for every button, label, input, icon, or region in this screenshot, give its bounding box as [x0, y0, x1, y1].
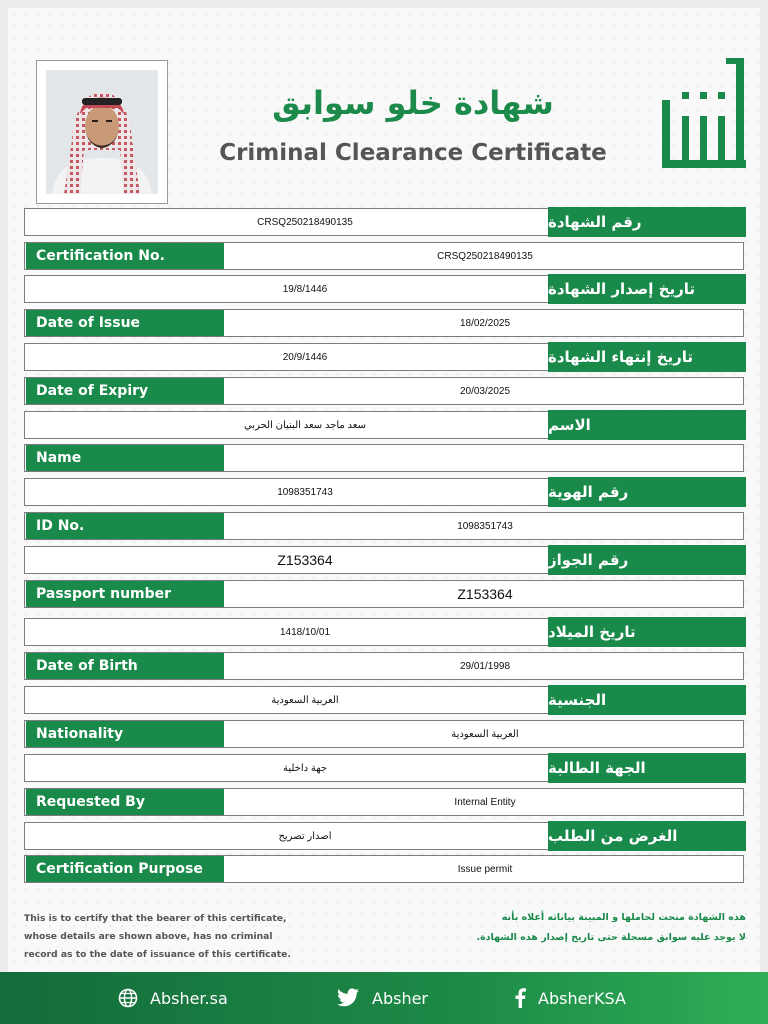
holder-photo	[46, 70, 158, 194]
detail-row-ar	[24, 546, 744, 574]
detail-row-en	[24, 377, 744, 405]
detail-row-en	[24, 309, 744, 337]
detail-value: سعد ماجد سعد البنيان الحربي	[243, 419, 367, 431]
detail-label: Date of Expiry	[26, 378, 224, 404]
detail-row-en	[24, 242, 744, 270]
detail-label: رقم الهوية	[548, 477, 746, 507]
facebook-link[interactable]	[514, 972, 626, 1024]
detail-label: Nationality	[26, 721, 224, 747]
detail-label: الجهة الطالبة	[548, 753, 746, 783]
detail-value: 20/03/2025	[459, 385, 511, 397]
detail-label: Name	[26, 445, 224, 471]
photo-frame	[36, 60, 168, 204]
detail-label: تاريخ الميلاد	[548, 617, 746, 647]
detail-row-ar	[24, 754, 744, 782]
statement-ar-line-1: هذه الشهادة منحت لحاملها و المبينة بياناته أعلاه بأنه	[501, 912, 746, 923]
detail-value: 1418/10/01	[279, 626, 331, 638]
detail-value: Internal Entity	[454, 796, 516, 808]
statement-en-line-3: record as to the date of issuance of this certificate.	[24, 949, 291, 960]
detail-value: 29/01/1998	[459, 660, 511, 672]
detail-value: Issue permit	[457, 863, 513, 875]
detail-value: العربية السعودية	[451, 728, 519, 740]
facebook-label: AbsherKSA	[538, 988, 626, 1008]
certificate-title-ar: شهادة خلو سوابق	[272, 84, 554, 122]
absher-logo-icon	[660, 56, 752, 174]
twitter-link[interactable]	[336, 972, 428, 1024]
detail-row-ar	[24, 618, 744, 646]
detail-value: 20/9/1446	[282, 351, 328, 363]
statement-ar-line-2: لا يوجد عليه سوابق مسجلة حتى تاريخ إصدار هذه الشهادة.	[476, 932, 746, 943]
detail-label: ID No.	[26, 513, 224, 539]
holder-photo-illustration	[46, 70, 158, 194]
website-label: Absher.sa	[150, 988, 228, 1008]
detail-row-ar	[24, 343, 744, 371]
detail-value: جهة داخلية	[282, 762, 328, 774]
detail-label: الغرض من الطلب	[548, 821, 746, 851]
statement-en-line-1: This is to certify that the bearer of this certificate,	[24, 913, 287, 924]
detail-row-en	[24, 720, 744, 748]
detail-row-en	[24, 788, 744, 816]
detail-row-ar	[24, 275, 744, 303]
detail-value	[225, 445, 745, 471]
detail-label: Certification Purpose	[26, 856, 224, 882]
detail-row-ar	[24, 686, 744, 714]
website-link[interactable]	[118, 972, 228, 1024]
certification-statement-en	[24, 910, 304, 964]
detail-row-en	[24, 652, 744, 680]
detail-label: الجنسية	[548, 685, 746, 715]
detail-row-ar	[24, 208, 744, 236]
globe-icon	[118, 988, 138, 1008]
detail-label: الاسم	[548, 410, 746, 440]
twitter-icon	[336, 988, 360, 1008]
twitter-label: Absher	[372, 988, 428, 1008]
detail-value: 1098351743	[457, 520, 513, 532]
certification-statement-ar	[446, 908, 746, 948]
detail-label: Certification No.	[26, 243, 224, 269]
detail-row-en	[24, 444, 744, 472]
detail-label: رقم الجواز	[548, 545, 746, 575]
detail-label: رقم الشهادة	[548, 207, 746, 237]
detail-value: CRSQ250218490135	[257, 216, 353, 228]
detail-label: Requested By	[26, 789, 224, 815]
detail-value: اصدار تصريح	[278, 830, 332, 842]
detail-row-en	[24, 512, 744, 540]
detail-label: Date of Issue	[26, 310, 224, 336]
certificate-title-en: Criminal Clearance Certificate	[219, 140, 607, 166]
detail-label: Date of Birth	[26, 653, 224, 679]
statement-en-line-2: whose details are shown above, has no criminal	[24, 931, 273, 942]
detail-value: Z153364	[457, 586, 513, 602]
detail-value: 19/8/1446	[282, 283, 328, 295]
detail-row-en	[24, 580, 744, 608]
detail-label: تاريخ إنتهاء الشهادة	[548, 342, 746, 372]
detail-row-en	[24, 855, 744, 883]
facebook-icon	[514, 988, 526, 1008]
detail-value: CRSQ250218490135	[437, 250, 533, 262]
detail-label: تاريخ إصدار الشهادة	[548, 274, 746, 304]
detail-value: 1098351743	[277, 486, 333, 498]
detail-row-ar	[24, 478, 744, 506]
detail-row-ar	[24, 822, 744, 850]
detail-label: Passport number	[26, 581, 224, 607]
detail-row-ar	[24, 411, 744, 439]
detail-value: Z153364	[277, 552, 333, 568]
detail-value: 18/02/2025	[459, 317, 511, 329]
detail-value: العربية السعودية	[271, 694, 339, 706]
footer-bar	[0, 972, 768, 1024]
